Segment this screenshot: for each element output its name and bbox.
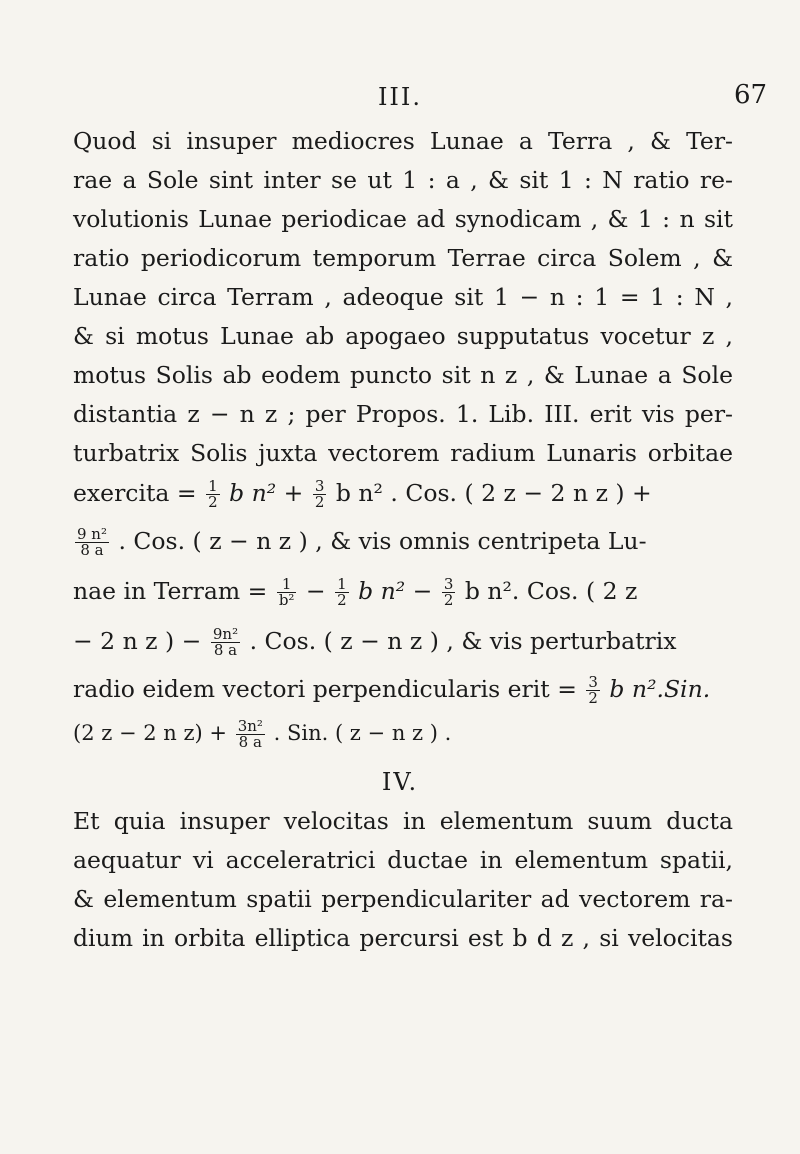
eq-text: b n².Sin.	[609, 675, 711, 703]
text-line: turbatrix Solis juxta vectorem radium Lunaris orbitae	[73, 439, 733, 467]
fraction-numerator: 1	[337, 575, 347, 593]
fraction-denominator: 2	[314, 493, 325, 511]
text-line: Et quia insuper velocitas in elementum suum ducta	[73, 807, 733, 835]
fraction-denominator: b²	[278, 591, 295, 609]
text-line: & si motus Lunae ab apogaeo supputatus vocetur z ,	[73, 322, 733, 350]
text-line: & elementum spatii perpendiculariter ad vectorem ra-	[73, 885, 733, 913]
eq-text: . Cos. ( z − n z ) , & vis omnis centripeta Lu-	[118, 527, 647, 555]
equation-line	[73, 526, 733, 558]
fraction-numerator: 9n²	[212, 625, 239, 643]
fraction-numerator: 3	[443, 575, 454, 593]
eq-text: radio eidem vectori perpendicularis erit =	[73, 675, 577, 703]
equation-line	[73, 718, 733, 750]
fraction	[75, 527, 109, 558]
page-number: 67	[734, 80, 768, 110]
eq-text: b n². Cos. ( 2 z	[464, 577, 638, 605]
fraction-numerator: 1	[277, 577, 297, 593]
eq-text: − 2 n z ) −	[73, 627, 202, 655]
fraction	[335, 577, 349, 608]
eq-text: b n² −	[358, 577, 433, 605]
fraction-numerator: 3	[588, 673, 598, 691]
fraction	[277, 577, 297, 608]
fraction-denominator: 8 a	[80, 541, 104, 559]
fraction-numerator: 1	[208, 477, 218, 495]
eq-text: exercita =	[73, 479, 197, 507]
text-line: ratio periodicorum temporum Terrae circa Solem , &	[73, 244, 733, 272]
eq-text: b n² . Cos. ( 2 z − 2 n z ) +	[335, 479, 652, 507]
equation-line: nae in Terram = $\frac{1}{\text{b²}}$ − $\frac{1}{2}$ b n² − $\frac{3}{2}$ b n². Cos. ( 2 z	[73, 575, 638, 609]
fraction-numerator: 3n²	[237, 717, 263, 735]
fraction-denominator: 8 a	[238, 733, 262, 751]
eq-text: b n² +	[229, 479, 304, 507]
text-line: dium in orbita elliptica percursi est b d z , si velocitas	[73, 924, 733, 952]
text-line: Lunae circa Terram , adeoque sit 1 − n : 1 = 1 : N ,	[73, 283, 733, 311]
fraction	[313, 479, 327, 510]
section-heading-3: III.	[377, 83, 423, 111]
equation-line	[73, 626, 733, 658]
fraction	[586, 675, 600, 706]
fraction-denominator: 2	[208, 493, 218, 511]
equation-line	[73, 674, 733, 706]
fraction-numerator: 3	[314, 477, 325, 495]
fraction-numerator: 9 n²	[77, 525, 107, 543]
fraction	[211, 627, 240, 658]
eq-text: (2 z − 2 n z) +	[73, 721, 228, 745]
text-line: motus Solis ab eodem puncto sit n z , & Lunae a Sole	[73, 361, 733, 389]
text-line: distantia z − n z ; per Propos. 1. Lib. III. erit vis per-	[73, 400, 733, 428]
fraction-denominator: 8 a	[213, 641, 238, 659]
fraction-denominator: 2	[443, 591, 454, 609]
section-heading-4: IV.	[381, 768, 419, 796]
fraction	[442, 577, 456, 608]
fraction-denominator: 2	[337, 591, 347, 609]
equation-line	[73, 478, 733, 510]
text-line: aequatur vi acceleratrici ductae in elementum spatii,	[73, 846, 733, 874]
eq-text: . Sin. ( z − n z ) .	[273, 721, 452, 745]
text-line: volutionis Lunae periodicae ad synodicam , & 1 : n sit	[73, 205, 733, 233]
eq-text: nae in Terram =	[73, 577, 268, 605]
fraction	[236, 719, 265, 750]
text-line: rae a Sole sint inter se ut 1 : a , & sit 1 : N ratio re-	[73, 166, 733, 194]
fraction-denominator: 2	[588, 689, 598, 707]
text-line: Quod si insuper mediocres Lunae a Terra , & Ter-	[73, 127, 733, 155]
eq-text: . Cos. ( z − n z ) , & vis perturbatrix	[249, 627, 677, 655]
fraction	[206, 479, 220, 510]
